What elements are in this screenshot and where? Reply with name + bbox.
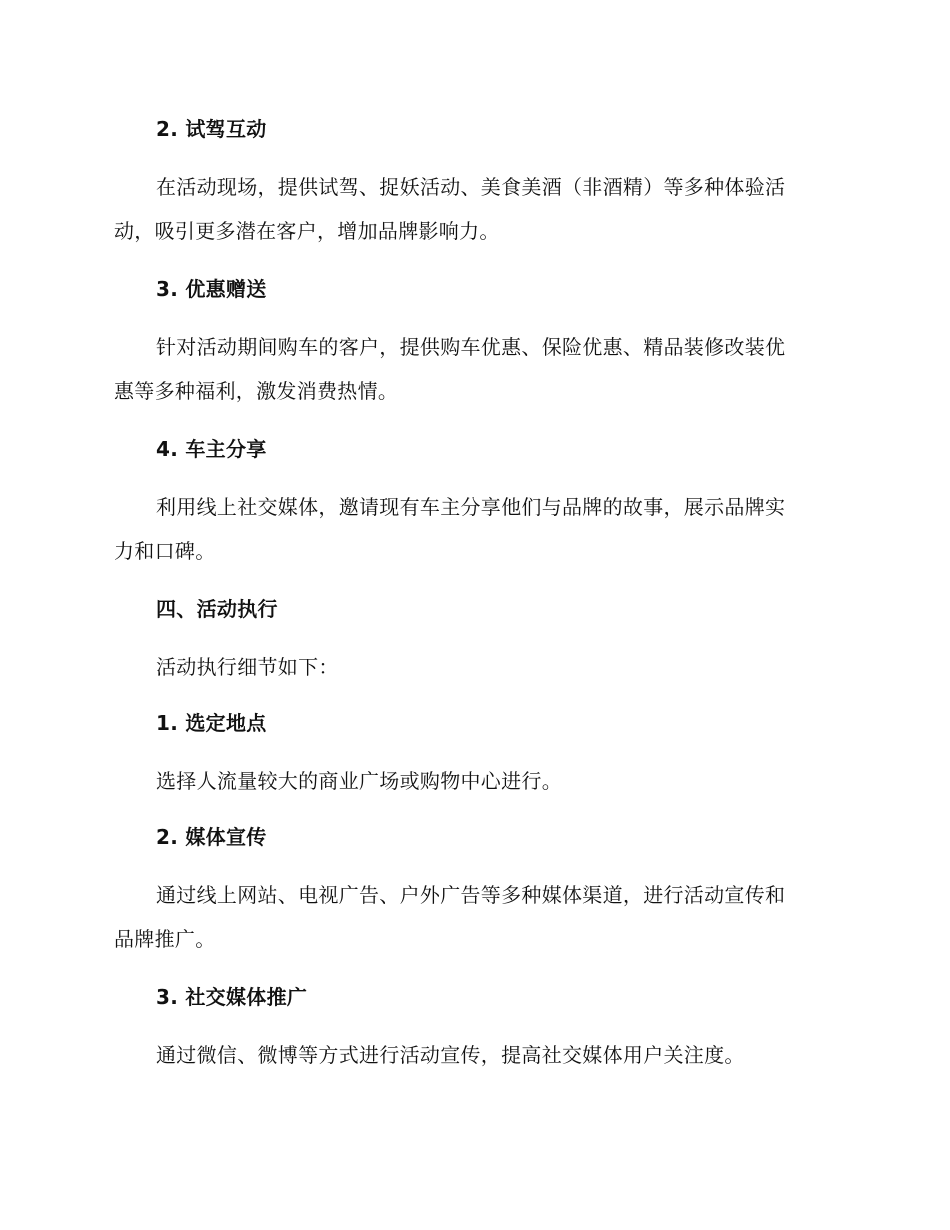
- heading-discount-gift: 3. 优惠赠送: [156, 277, 267, 301]
- paragraph-line: 利用线上社交媒体，邀请现有车主分享他们与品牌的故事，展示品牌实: [156, 495, 786, 519]
- paragraph-line: 选择人流量较大的商业广场或购物中心进行。: [156, 769, 562, 793]
- heading-owner-share: 4. 车主分享: [156, 437, 267, 461]
- heading-media-promotion: 2. 媒体宣传: [156, 825, 267, 849]
- paragraph-line: 活动执行细节如下：: [156, 655, 339, 679]
- paragraph-line: 力和口碑。: [114, 539, 216, 563]
- paragraph-line: 通过微信、微博等方式进行活动宣传，提高社交媒体用户关注度。: [156, 1043, 745, 1067]
- paragraph-line: 动，吸引更多潜在客户，增加品牌影响力。: [114, 219, 500, 243]
- heading-select-location: 1. 选定地点: [156, 711, 267, 735]
- heading-social-media-promotion: 3. 社交媒体推广: [156, 985, 308, 1009]
- heading-test-drive: 2. 试驾互动: [156, 117, 267, 141]
- paragraph-line: 惠等多种福利，激发消费热情。: [114, 379, 399, 403]
- paragraph-line: 品牌推广。: [114, 927, 216, 951]
- paragraph-line: 针对活动期间购车的客户，提供购车优惠、保险优惠、精品装修改装优: [156, 335, 786, 359]
- paragraph-line: 通过线上网站、电视广告、户外广告等多种媒体渠道，进行活动宣传和: [156, 883, 786, 907]
- heading-activity-execution: 四、活动执行: [156, 597, 278, 621]
- paragraph-line: 在活动现场，提供试驾、捉妖活动、美食美酒（非酒精）等多种体验活: [156, 175, 786, 199]
